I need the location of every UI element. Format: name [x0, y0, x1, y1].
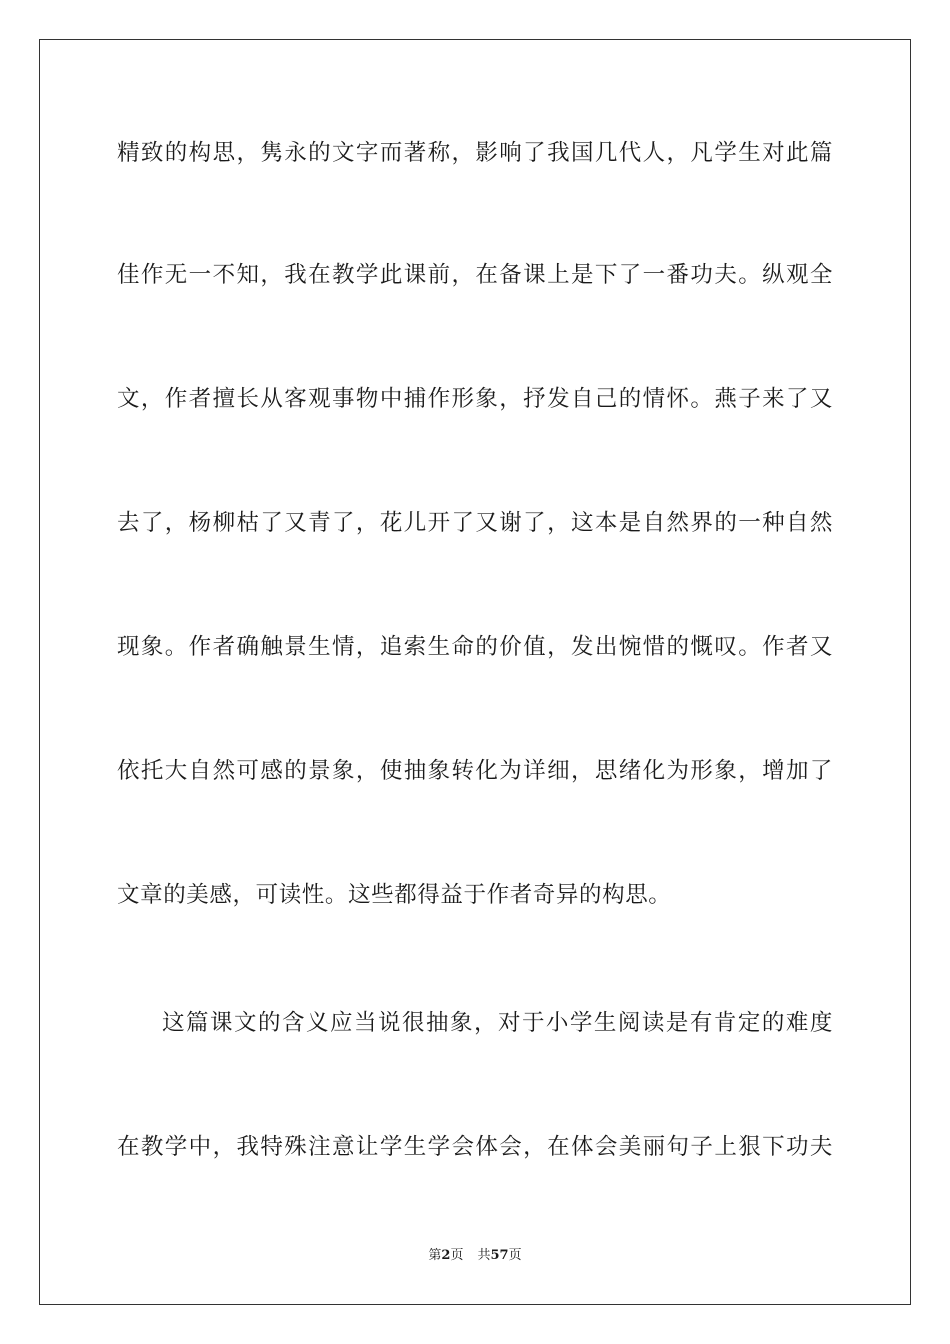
- text-line: 依托大自然可感的景象，使抽象转化为详细，思绪化为形象，增加了: [117, 758, 833, 784]
- text-line: 佳作无一不知，我在教学此课前，在备课上是下了一番功夫。纵观全: [117, 262, 833, 288]
- text-line: 现象。作者确触景生情，追索生命的价值，发出惋惜的慨叹。作者又: [117, 634, 833, 660]
- text-line: 文，作者擅长从客观事物中捕作形象，抒发自己的情怀。燕子来了又: [117, 386, 833, 412]
- page-prefix: 第: [428, 1248, 442, 1263]
- paragraph-first-line: 这篇课文的含义应当说很抽象，对于小学生阅读是有肯定的难度: [162, 1010, 833, 1036]
- text-line: 精致的构思，隽永的文字而著称，影响了我国几代人，凡学生对此篇: [117, 140, 833, 166]
- text-line: 在教学中，我特殊注意让学生学会体会，在体会美丽句子上狠下功夫: [117, 1134, 833, 1160]
- page-suffix: 页: [450, 1248, 464, 1263]
- page-footer: [0, 1247, 950, 1265]
- page-border: [39, 39, 911, 1305]
- total-prefix: 共: [477, 1248, 491, 1263]
- text-line: 去了，杨柳枯了又青了，花儿开了又谢了，这本是自然界的一种自然: [117, 510, 833, 536]
- total-suffix: 页: [508, 1248, 522, 1263]
- text-line: 文章的美感，可读性。这些都得益于作者奇异的构思。: [117, 882, 672, 908]
- total-pages: 57: [490, 1248, 509, 1263]
- page-number: 2: [441, 1248, 451, 1263]
